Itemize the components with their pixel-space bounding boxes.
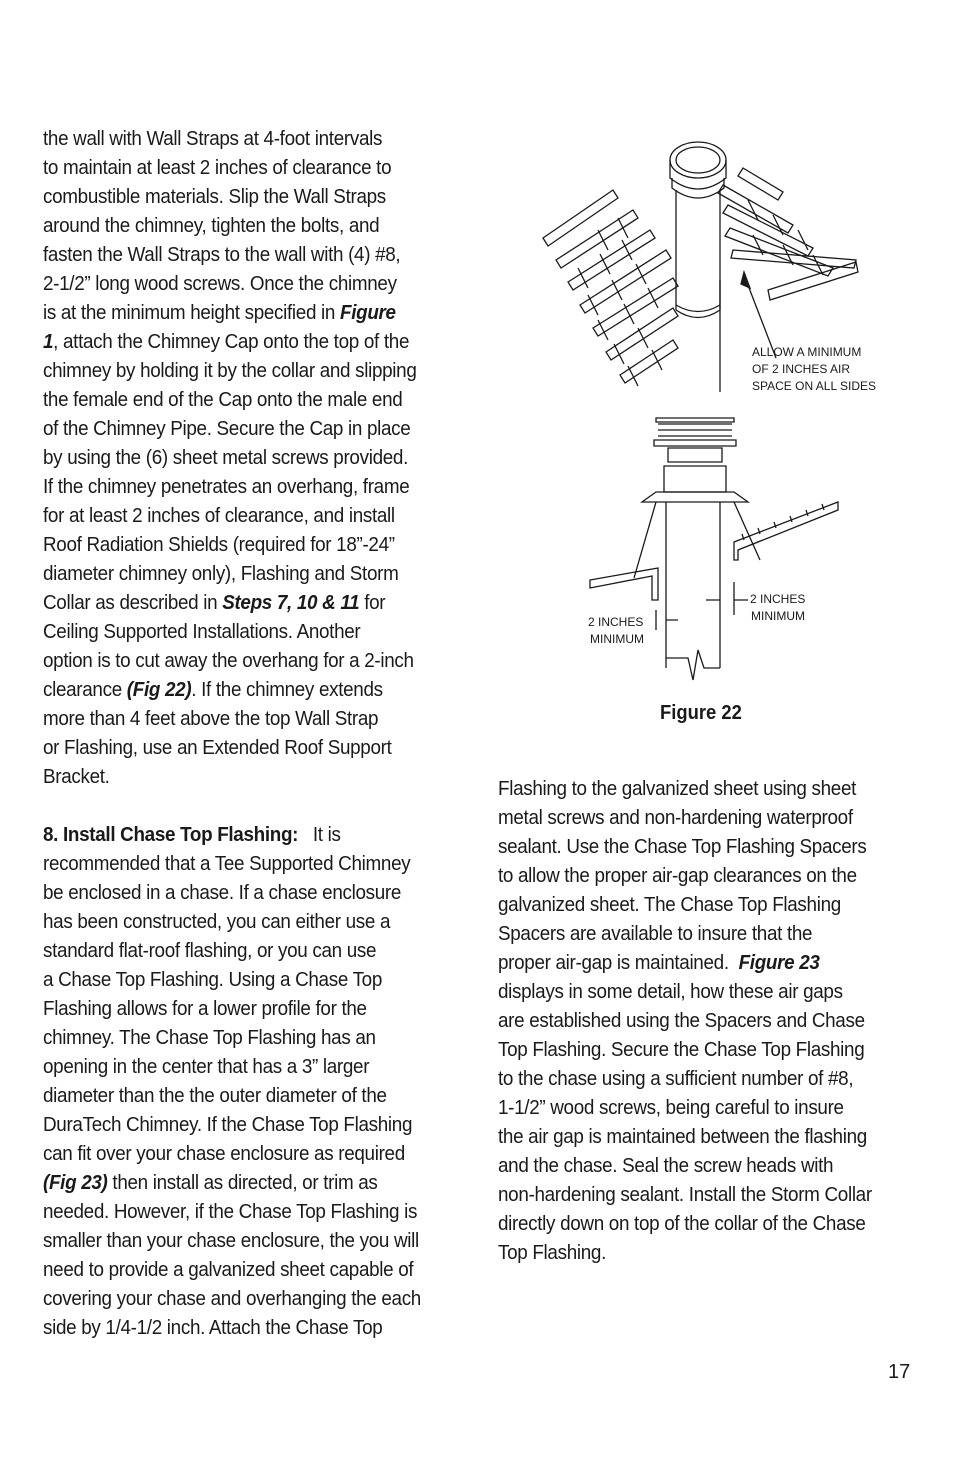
figure-reference: (Fig 22): [126, 678, 192, 701]
text-line: needed. However, if the Chase Top Flashing is: [43, 1200, 418, 1223]
text-line: Spacers are available to insure that the: [498, 922, 813, 945]
air-space-label-3: SPACE ON ALL SIDES: [752, 379, 877, 393]
text-run: proper air-gap is maintained.: [498, 951, 739, 974]
text-line: [43, 675, 457, 704]
figure-reference: Figure 23: [738, 951, 820, 974]
text-line: Top Flashing. Secure the Chase Top Flashing: [498, 1038, 865, 1061]
text-line: [43, 588, 457, 617]
text-line: the wall with Wall Straps at 4-foot intervals: [43, 127, 383, 150]
steps-reference: Steps 7, 10 & 11: [222, 591, 360, 614]
right-column: [498, 774, 912, 1267]
text-line: sealant. Use the Chase Top Flashing Spacers: [498, 835, 867, 858]
air-space-label-2: OF 2 INCHES AIR: [752, 362, 851, 376]
text-line: diameter chimney only), Flashing and Storm: [43, 562, 399, 585]
text-line: around the chimney, tighten the bolts, and: [43, 214, 380, 237]
text-run: is at the minimum height specified in: [43, 301, 341, 324]
text-line: for at least 2 inches of clearance, and install: [43, 504, 395, 527]
text-run: It is: [298, 823, 341, 846]
text-run: . If the chimney extends: [191, 678, 383, 701]
left-column: [43, 124, 457, 1342]
left-clearance-label-2: MINIMUM: [590, 632, 644, 646]
text-line: by using the (6) sheet metal screws provided.: [43, 446, 408, 469]
figure-caption: Figure 22: [660, 702, 742, 724]
text-line: 2-1/2” long wood screws. Once the chimney: [43, 272, 397, 295]
text-line: smaller than your chase enclosure, the you will: [43, 1229, 419, 1252]
paragraph-gap: [43, 791, 457, 820]
text-line: more than 4 feet above the top Wall Strap: [43, 707, 379, 730]
page-number: 17: [888, 1361, 911, 1383]
text-line: galvanized sheet. The Chase Top Flashing: [498, 893, 841, 916]
text-line: [43, 820, 457, 849]
text-line: Roof Radiation Shields (required for 18”-24”: [43, 533, 395, 556]
section-heading: 8. Install Chase Top Flashing:: [43, 823, 299, 846]
text-line: need to provide a galvanized sheet capable of: [43, 1258, 414, 1281]
text-line: to maintain at least 2 inches of clearance to: [43, 156, 392, 179]
text-line: side by 1/4-1/2 inch. Attach the Chase Top: [43, 1316, 383, 1339]
text-line: combustible materials. Slip the Wall Straps: [43, 185, 386, 208]
text-run: , attach the Chimney Cap onto the top of the: [53, 330, 410, 353]
text-line: fasten the Wall Straps to the wall with (4) #8,: [43, 243, 401, 266]
right-clearance-label-2: MINIMUM: [751, 609, 805, 623]
text-line: [498, 948, 912, 977]
text-line: [43, 327, 457, 356]
text-line: chimney. The Chase Top Flashing has an: [43, 1026, 376, 1049]
roof-shingles-left: [543, 190, 678, 386]
roof-deck-left: [590, 568, 658, 600]
text-line: Ceiling Supported Installations. Another: [43, 620, 361, 643]
air-space-label-1: ALLOW A MINIMUM: [752, 345, 862, 359]
text-line: Bracket.: [43, 765, 110, 788]
text-line: to the chase using a sufficient number of #8,: [498, 1067, 854, 1090]
roof-deck-right: [734, 502, 838, 560]
text-line: 1-1/2” wood screws, being careful to insure: [498, 1096, 844, 1119]
text-run: then install as directed, or trim as: [107, 1171, 378, 1194]
text-line: metal screws and non-hardening waterproof: [498, 806, 853, 829]
figure-reference: 1: [43, 330, 54, 353]
figure-reference: (Fig 23): [43, 1171, 108, 1194]
text-line: opening in the center that has a 3” larger: [43, 1055, 370, 1078]
text-line: diameter than the the outer diameter of the: [43, 1084, 387, 1107]
text-line: option is to cut away the overhang for a 2-inch: [43, 649, 414, 672]
chimney-cap-side: [642, 418, 748, 502]
text-line: If the chimney penetrates an overhang, frame: [43, 475, 410, 498]
chimney-lower-pipe: [666, 502, 720, 668]
text-run: Collar as described in: [43, 591, 223, 614]
text-line: Top Flashing.: [498, 1241, 606, 1264]
text-line: standard flat-roof flashing, or you can use: [43, 939, 377, 962]
text-line: recommended that a Tee Supported Chimney: [43, 852, 411, 875]
chimney-top-pipe: [670, 142, 726, 318]
roof-shingles-right: [718, 168, 858, 300]
text-line: chimney by holding it by the collar and slipping: [43, 359, 417, 382]
text-line: are established using the Spacers and Chase: [498, 1009, 865, 1032]
text-line: to allow the proper air-gap clearances on the: [498, 864, 857, 887]
text-line: can fit over your chase enclosure as required: [43, 1142, 405, 1165]
figure-reference: Figure: [340, 301, 396, 324]
text-line: [43, 298, 457, 327]
text-line: covering your chase and overhanging the each: [43, 1287, 421, 1310]
text-line: has been constructed, you can either use a: [43, 910, 391, 933]
left-clearance-label-1: 2 INCHES: [588, 615, 644, 629]
dimension-right: [706, 582, 748, 615]
text-line: directly down on top of the collar of the Chase: [498, 1212, 866, 1235]
text-line: be enclosed in a chase. If a chase enclosure: [43, 881, 402, 904]
figure-22-diagram: [538, 130, 878, 700]
text-run: clearance: [43, 678, 127, 701]
text-line: the air gap is maintained between the flashing: [498, 1125, 867, 1148]
right-clearance-label-1: 2 INCHES: [750, 592, 806, 606]
text-line: and the chase. Seal the screw heads with: [498, 1154, 834, 1177]
text-line: of the Chimney Pipe. Secure the Cap in place: [43, 417, 411, 440]
text-run: for: [359, 591, 386, 614]
text-line: or Flashing, use an Extended Roof Support: [43, 736, 392, 759]
text-line: Flashing to the galvanized sheet using sheet: [498, 777, 857, 800]
text-line: the female end of the Cap onto the male end: [43, 388, 403, 411]
text-line: displays in some detail, how these air gaps: [498, 980, 843, 1003]
text-line: DuraTech Chimney. If the Chase Top Flashing: [43, 1113, 413, 1136]
storm-collar: [634, 502, 760, 578]
text-line: Flashing allows for a lower profile for the: [43, 997, 367, 1020]
dimension-left: [656, 610, 678, 630]
text-line: non-hardening sealant. Install the Storm Collar: [498, 1183, 872, 1206]
text-line: [43, 1168, 457, 1197]
text-line: a Chase Top Flashing. Using a Chase Top: [43, 968, 383, 991]
